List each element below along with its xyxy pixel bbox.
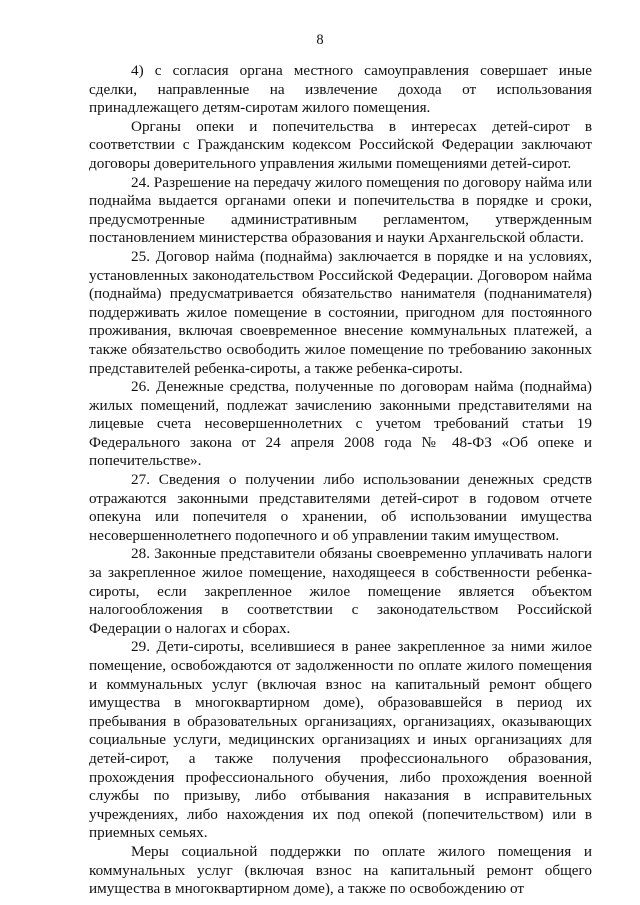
- paragraph-social-support: Меры социальной поддержки по оплате жилого помещения и коммунальных услуг (включая взнос на капитальный ремонт общего имущества в многоквартирном доме), а также по освобождению от: [89, 842, 592, 898]
- paragraph-27-annual-report: 27. Сведения о получении либо использовании денежных средств отражаются законными представителями детей-сирот в годовом отчете опекуна или попечителя о хранении, об использовании имущества несовершеннолетнего подопечного и об управлении таким имуществом.: [89, 471, 592, 544]
- paragraph-25-rental-agreement: 25. Договор найма (поднайма) заключается в порядке и на условиях, установленных законодательством Российской Федерации. Договором найма (поднайма) предусматривается обязательство нанимателя (поднанимателя) поддерживать жилое помещение в состоянии, пригодном для постоянного проживания, включая своевременное внесение коммунальных платежей, а также обязательство освободить жилое помещение по требованию законных представителей ребенка-сироты, а также ребенка-сироты.: [89, 247, 592, 377]
- paragraph-28-taxes: 28. Законные представители обязаны своевременно уплачивать налоги за закрепленное жилое помещение, находящееся в собственности ребенка-сироты, если закрепленное жилое помещение является объектом налогообложения в соответствии с законодательством Российской Федерации о налогах и сборах.: [89, 545, 592, 637]
- paragraph-24-rental-permission: 24. Разрешение на передачу жилого помещения по договору найма или поднайма выдается органами опеки и попечительства в порядке и сроки, предусмотренные административным регламентом, утвержденным постановлением министерства образования и науки Архангельской области.: [89, 173, 592, 247]
- paragraph-item-4-contract-deals: 4) с согласия органа местного самоуправления совершает иные сделки, направленные на извлечение дохода от использования принадлежащего детям-сиротам жилого помещения.: [89, 62, 592, 117]
- document-body: [89, 62, 592, 899]
- page-number: 8: [316, 32, 324, 48]
- paragraph-26-rental-funds: 26. Денежные средства, полученные по договорам найма (поднайма) жилых помещений, подлежат зачислению законными представителями на лицевые счета несовершеннолетних с учетом требований статьи 19 Федерального закона от 24 апреля 2008 года № 48-ФЗ «Об опеке и попечительстве».: [89, 378, 592, 470]
- paragraph-trust-management: Органы опеки и попечительства в интересах детей-сирот в соответствии с Гражданским кодексом Российской Федерации заключают договоры доверительного управления жилыми помещениями детей-сирот.: [89, 117, 592, 172]
- paragraph-29-debt-exemption: 29. Дети-сироты, вселившиеся в ранее закрепленное за ними жилое помещение, освобождаются от задолженности по оплате жилого помещения и коммунальных услуг (включая взнос на капитальный ремонт общего имущества в многоквартирном доме), образовавшейся в период их пребывания в образовательных организациях, организациях, оказывающих социальные услуги, медицинских организациях и иных организациях для детей-сирот, а также получения профессионального образования, прохождения профессионального обучения, либо прохождения военной службы по призыву, либо отбывания наказания в исправительных учреждениях, либо нахождения их под опекой (попечительством) или в приемных семьях.: [89, 638, 592, 842]
